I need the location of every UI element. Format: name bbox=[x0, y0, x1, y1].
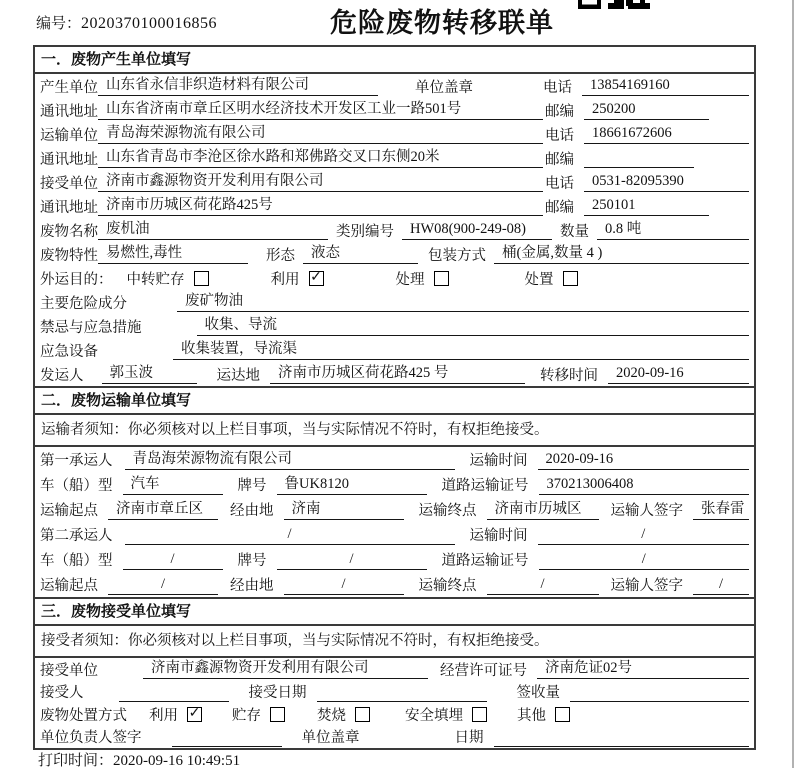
checkbox-label: 安全填埋 bbox=[405, 707, 463, 724]
field-value: / bbox=[487, 575, 599, 595]
field-value: 郭玉波 bbox=[102, 364, 197, 384]
section-heading: 三．废物接受单位填写 bbox=[35, 599, 754, 626]
field-label: 运输起点 bbox=[40, 578, 98, 594]
form-row bbox=[35, 497, 754, 522]
checkbox-option bbox=[149, 704, 202, 725]
form-row bbox=[35, 146, 754, 170]
field-label: 运输终点 bbox=[418, 578, 477, 594]
checkbox-option bbox=[127, 268, 209, 289]
field-value: / bbox=[108, 575, 218, 595]
checkbox-unchecked-icon bbox=[355, 707, 370, 722]
field-value: 济南市历城区荷花路425号 bbox=[98, 196, 543, 216]
qr-code-icon bbox=[578, 0, 650, 9]
field-label: 单位盖章 bbox=[415, 79, 473, 96]
field-label: 车（船）型 bbox=[40, 478, 113, 494]
form-row bbox=[35, 362, 754, 386]
field-value: 250101 bbox=[584, 196, 709, 216]
checkbox-unchecked-icon bbox=[194, 271, 209, 286]
field-value: 济南市章丘区 bbox=[108, 500, 218, 520]
field-label: 接受单位 bbox=[40, 175, 98, 192]
field-value: HW08(900-249-08) bbox=[402, 220, 552, 240]
form-row bbox=[35, 703, 754, 726]
field-value: 济南市历城区荷花路425 号 bbox=[270, 364, 525, 384]
field-value: / bbox=[538, 525, 750, 545]
checkbox-option bbox=[517, 704, 570, 725]
field-value bbox=[584, 148, 694, 168]
field-label: 废物处置方式 bbox=[40, 707, 127, 724]
field-value: / bbox=[123, 550, 223, 570]
notice-text: 运输者须知：你必须核对以上栏目事项，当与实际情况不符时，有权拒绝接受。 bbox=[35, 415, 754, 447]
form-row bbox=[35, 290, 754, 314]
field-value: / bbox=[125, 525, 455, 545]
page-title: 危险废物转移联单 bbox=[330, 8, 554, 38]
field-value: 废矿物油 bbox=[177, 292, 749, 312]
form-table bbox=[33, 45, 756, 750]
field-label: 道路运输证号 bbox=[441, 478, 529, 494]
form-row bbox=[35, 658, 754, 681]
field-label: 经由地 bbox=[230, 578, 274, 594]
field-value: 张春雷 bbox=[693, 500, 749, 520]
checkbox-option bbox=[396, 268, 449, 289]
field-label: 接受单位 bbox=[40, 662, 98, 679]
form-row bbox=[35, 572, 754, 597]
section-2 bbox=[35, 386, 754, 597]
field-value: 青岛海荣源物流有限公司 bbox=[98, 124, 543, 144]
field-label: 发运人 bbox=[40, 367, 84, 384]
field-label: 第一承运人 bbox=[40, 453, 113, 469]
field-label: 形态 bbox=[266, 247, 295, 264]
field-value: / bbox=[539, 550, 750, 570]
field-label: 牌号 bbox=[237, 553, 267, 569]
field-value bbox=[119, 682, 229, 702]
field-label: 第二承运人 bbox=[40, 528, 113, 544]
field-value: / bbox=[284, 575, 404, 595]
checkbox-unchecked-icon bbox=[555, 707, 570, 722]
checkbox-option bbox=[232, 704, 285, 725]
checkbox-unchecked-icon bbox=[472, 707, 487, 722]
field-value: 0531-82095390 bbox=[584, 172, 749, 192]
field-label: 车（船）型 bbox=[40, 553, 113, 569]
field-value: 济南市鑫源物资开发利用有限公司 bbox=[98, 172, 543, 192]
field-label: 外运目的： bbox=[40, 271, 113, 288]
form-row bbox=[35, 122, 754, 146]
field-label: 经由地 bbox=[230, 503, 274, 519]
field-value: 山东省永信非织造材料有限公司 bbox=[98, 76, 378, 96]
form-row bbox=[35, 547, 754, 572]
field-value: / bbox=[693, 575, 749, 595]
field-value: 桶(金属,数量 4 ) bbox=[494, 244, 749, 264]
section-heading: 一．废物产生单位填写 bbox=[35, 47, 754, 74]
field-label: 产生单位 bbox=[40, 79, 98, 96]
field-value: 山东省青岛市李沧区徐水路和郑佛路交叉口东侧20米 bbox=[98, 148, 543, 168]
field-value bbox=[317, 682, 487, 702]
checkbox-label: 利用 bbox=[270, 271, 300, 288]
field-label: 单位盖章 bbox=[301, 730, 360, 747]
form-row bbox=[35, 266, 754, 290]
checkbox-label: 其他 bbox=[517, 707, 546, 724]
checkbox-label: 焚烧 bbox=[317, 707, 346, 724]
form-row bbox=[35, 338, 754, 362]
field-value: 济南危证02号 bbox=[537, 659, 749, 679]
section-3 bbox=[35, 597, 754, 748]
field-value: / bbox=[277, 550, 427, 570]
checkbox-option bbox=[405, 704, 487, 725]
field-value bbox=[172, 727, 282, 747]
field-label: 运输单位 bbox=[40, 127, 98, 144]
field-label: 通讯地址 bbox=[40, 103, 98, 120]
field-label: 电话 bbox=[545, 175, 574, 192]
field-label: 电话 bbox=[543, 79, 572, 96]
field-label: 电话 bbox=[545, 127, 574, 144]
checkbox-option bbox=[317, 704, 370, 725]
field-label: 废物名称 bbox=[40, 223, 98, 240]
field-value: 液态 bbox=[303, 244, 418, 264]
field-label: 邮编 bbox=[545, 199, 574, 216]
field-value: 济南市鑫源物资开发利用有限公司 bbox=[143, 659, 428, 679]
print-time-label: 打印时间： bbox=[38, 753, 114, 768]
field-label: 签收量 bbox=[516, 685, 560, 702]
form-row bbox=[35, 522, 754, 547]
form-row bbox=[35, 472, 754, 497]
field-label: 废物特性 bbox=[40, 247, 98, 264]
print-time-line bbox=[38, 749, 240, 768]
field-value: 0.8 吨 bbox=[597, 220, 749, 240]
field-label: 包装方式 bbox=[428, 247, 486, 264]
field-value: 250200 bbox=[584, 100, 709, 120]
form-row bbox=[35, 726, 754, 749]
field-label: 运输终点 bbox=[418, 503, 477, 519]
field-value bbox=[570, 682, 749, 702]
field-label: 接受人 bbox=[40, 685, 84, 702]
form-row bbox=[35, 170, 754, 194]
field-label: 类别编号 bbox=[336, 223, 394, 240]
form-row bbox=[35, 681, 754, 704]
field-value: 收集、导流 bbox=[197, 316, 750, 336]
field-value: 13854169160 bbox=[582, 76, 749, 96]
field-value: 青岛海荣源物流有限公司 bbox=[125, 450, 455, 470]
form-row bbox=[35, 218, 754, 242]
field-label: 接受日期 bbox=[248, 685, 307, 702]
form-row bbox=[35, 242, 754, 266]
field-label: 邮编 bbox=[545, 151, 574, 168]
field-label: 运输人签字 bbox=[610, 503, 683, 519]
field-label: 邮编 bbox=[545, 103, 574, 120]
field-value: 废机油 bbox=[98, 220, 328, 240]
field-value: 收集装置，导流渠 bbox=[173, 340, 749, 360]
field-label: 运达地 bbox=[216, 367, 260, 384]
form-row bbox=[35, 194, 754, 218]
section-heading: 二．废物运输单位填写 bbox=[35, 388, 754, 415]
checkbox-label: 贮存 bbox=[232, 707, 261, 724]
field-value: 370213006408 bbox=[539, 475, 750, 495]
print-time-value: 2020-09-16 10:49:51 bbox=[113, 753, 241, 768]
checkbox-label: 利用 bbox=[149, 707, 178, 724]
checkbox-label: 中转贮存 bbox=[126, 271, 185, 288]
checkbox-checked-icon: ✓ bbox=[188, 705, 201, 721]
field-label: 数量 bbox=[560, 223, 589, 240]
field-label: 运输人签字 bbox=[610, 578, 683, 594]
serial-label: 编号： bbox=[36, 16, 82, 32]
field-label: 运输起点 bbox=[40, 503, 98, 519]
field-label: 禁忌与应急措施 bbox=[40, 319, 142, 336]
checkbox-unchecked-icon bbox=[270, 707, 285, 722]
field-label: 运输时间 bbox=[469, 453, 528, 469]
checkbox-unchecked-icon bbox=[563, 271, 578, 286]
checkbox-label: 处置 bbox=[524, 271, 554, 288]
form-row bbox=[35, 447, 754, 472]
page-edge-line bbox=[792, 0, 794, 768]
field-label: 应急设备 bbox=[40, 343, 98, 360]
field-value: 18661672606 bbox=[584, 124, 749, 144]
form-row bbox=[35, 98, 754, 122]
field-value bbox=[494, 727, 750, 747]
field-label: 主要危险成分 bbox=[40, 295, 127, 312]
checkbox-option bbox=[525, 268, 578, 289]
field-value: 山东省济南市章丘区明水经济技术开发区工业一路501号 bbox=[98, 100, 543, 120]
document-header bbox=[0, 0, 796, 42]
field-value: 2020-09-16 bbox=[538, 450, 750, 470]
field-label: 通讯地址 bbox=[40, 199, 98, 216]
checkbox-option bbox=[271, 268, 324, 289]
field-label: 通讯地址 bbox=[40, 151, 98, 168]
field-value: 济南 bbox=[284, 500, 404, 520]
serial-number-line bbox=[36, 12, 217, 33]
field-label: 道路运输证号 bbox=[441, 553, 529, 569]
form-row bbox=[35, 314, 754, 338]
checkbox-checked-icon: ✓ bbox=[310, 269, 322, 285]
field-label: 日期 bbox=[454, 730, 484, 747]
field-label: 转移时间 bbox=[540, 367, 598, 384]
section-1 bbox=[35, 47, 754, 386]
field-value: 易燃性,毒性 bbox=[98, 244, 248, 264]
field-value: 鲁UK8120 bbox=[277, 475, 427, 495]
field-value: 济南市历城区 bbox=[487, 500, 599, 520]
field-label: 经营许可证号 bbox=[440, 662, 527, 679]
notice-text: 接受者须知：你必须核对以上栏目事项，当与实际情况不符时，有权拒绝接受。 bbox=[35, 626, 754, 658]
form-row bbox=[35, 74, 754, 98]
field-value: 2020-09-16 bbox=[608, 364, 749, 384]
serial-number: 2020370100016856 bbox=[81, 15, 218, 32]
field-label: 牌号 bbox=[237, 478, 267, 494]
field-label: 单位负责人签字 bbox=[40, 730, 142, 747]
field-value: 汽车 bbox=[123, 475, 223, 495]
checkbox-unchecked-icon bbox=[434, 271, 449, 286]
checkbox-label: 处理 bbox=[395, 271, 425, 288]
field-label: 运输时间 bbox=[469, 528, 528, 544]
